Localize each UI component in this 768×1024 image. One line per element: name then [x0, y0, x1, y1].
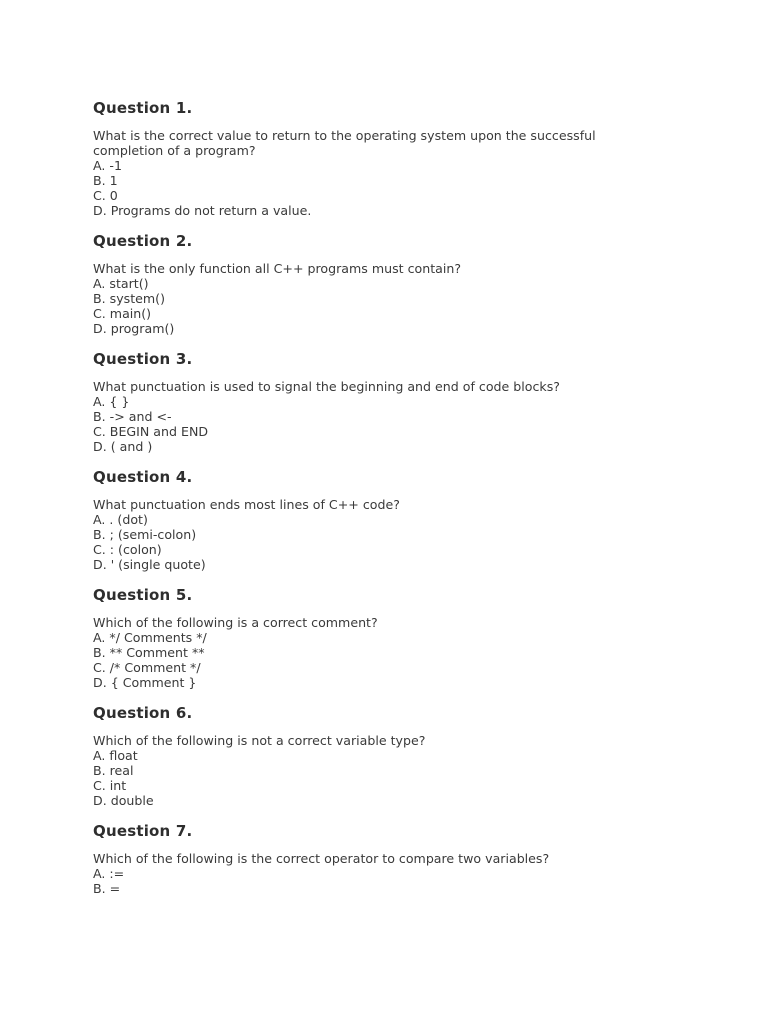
question-5 [93, 585, 693, 690]
option-b: B. ** Comment ** [93, 645, 205, 660]
option-c: C. 0 [93, 188, 118, 203]
option-b: B. ; (semi-colon) [93, 527, 197, 542]
question-title: Question 3. [93, 350, 193, 368]
question-text: What is the correct value to return to the operating system upon the successful completion of a program? [93, 128, 596, 158]
option-d: D. Programs do not return a value. [93, 203, 312, 218]
question-body [93, 128, 693, 218]
question-text: What punctuation is used to signal the beginning and end of code blocks? [93, 379, 560, 394]
question-4 [93, 467, 693, 572]
option-a: A. start() [93, 276, 149, 291]
question-title: Question 6. [93, 704, 193, 722]
option-a: A. -1 [93, 158, 122, 173]
option-d: D. program() [93, 321, 175, 336]
document-page [93, 98, 693, 909]
option-d: D. double [93, 793, 154, 808]
option-c: C. /* Comment */ [93, 660, 201, 675]
question-2 [93, 231, 693, 336]
option-c: C. : (colon) [93, 542, 162, 557]
option-b: B. -> and <- [93, 409, 172, 424]
option-a: A. := [93, 866, 125, 881]
option-d: D. ' (single quote) [93, 557, 206, 572]
option-b: B. 1 [93, 173, 118, 188]
option-c: C. int [93, 778, 127, 793]
question-title: Question 7. [93, 822, 193, 840]
option-c: C. main() [93, 306, 152, 321]
option-a: A. { } [93, 394, 130, 409]
option-d: D. ( and ) [93, 439, 153, 454]
option-d: D. { Comment } [93, 675, 197, 690]
question-body [93, 497, 693, 572]
option-a: A. . (dot) [93, 512, 148, 527]
option-b: B. real [93, 763, 134, 778]
question-3 [93, 349, 693, 454]
option-c: C. BEGIN and END [93, 424, 209, 439]
option-a: A. float [93, 748, 138, 763]
question-text: What is the only function all C++ programs must contain? [93, 261, 462, 276]
question-body [93, 851, 693, 896]
question-body [93, 379, 693, 454]
question-body [93, 615, 693, 690]
question-text: What punctuation ends most lines of C++ code? [93, 497, 400, 512]
question-1 [93, 98, 693, 218]
question-body [93, 261, 693, 336]
question-6 [93, 703, 693, 808]
question-text: Which of the following is a correct comment? [93, 615, 378, 630]
question-title: Question 2. [93, 232, 193, 250]
option-a: A. */ Comments */ [93, 630, 207, 645]
option-b: B. = [93, 881, 121, 896]
question-body [93, 733, 693, 808]
question-7 [93, 821, 693, 896]
question-title: Question 1. [93, 99, 193, 117]
question-title: Question 4. [93, 468, 193, 486]
option-b: B. system() [93, 291, 166, 306]
question-title: Question 5. [93, 586, 193, 604]
question-text: Which of the following is the correct operator to compare two variables? [93, 851, 550, 866]
question-text: Which of the following is not a correct variable type? [93, 733, 426, 748]
